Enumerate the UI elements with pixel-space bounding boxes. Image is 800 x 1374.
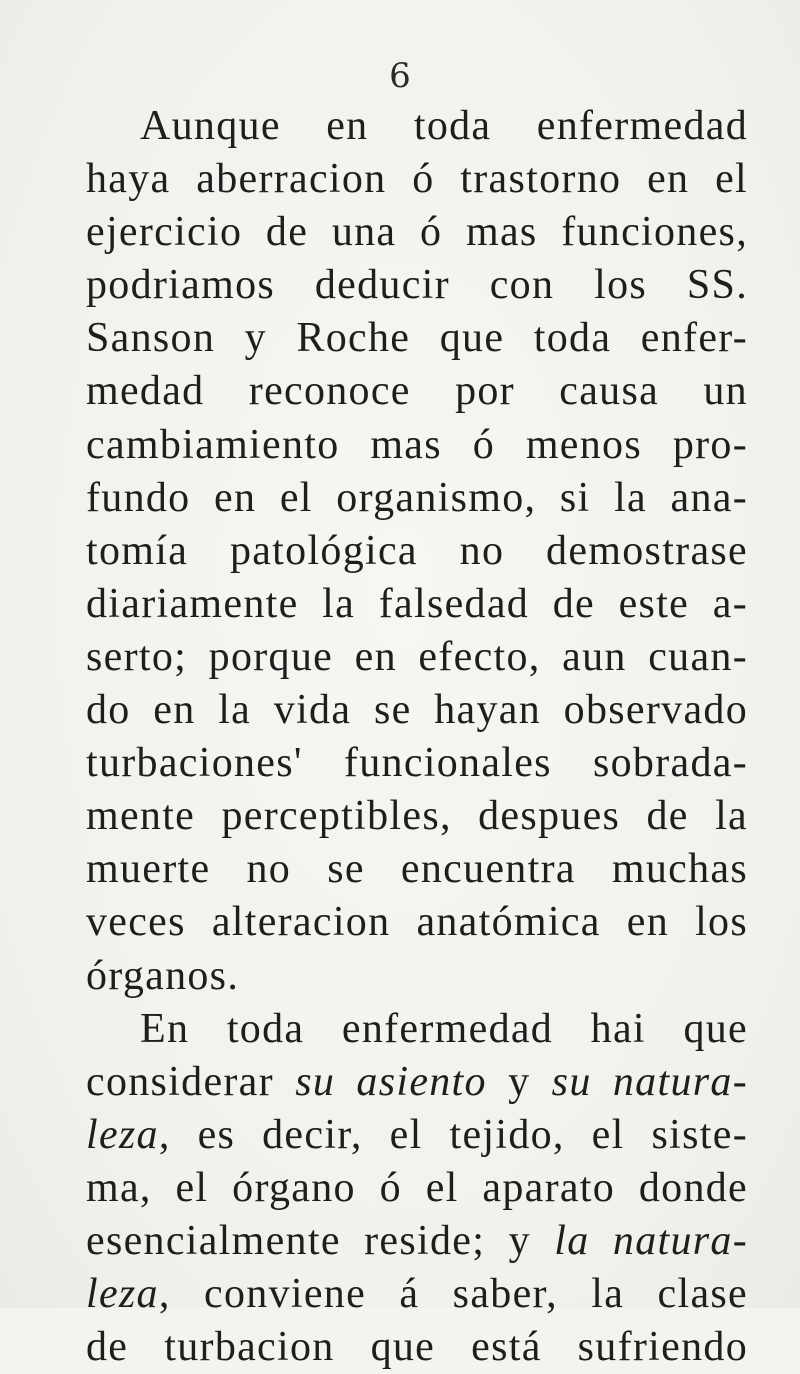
text-line	[86, 1003, 748, 1056]
text-run: Aunque en toda enfermedad	[140, 103, 748, 149]
italic-phrase: su asiento	[295, 1058, 487, 1105]
italic-phrase: la natura-	[554, 1217, 748, 1264]
text-run: mente perceptibles, despues de la	[86, 793, 748, 840]
text-line	[86, 153, 748, 206]
italic-phrase: leza	[86, 1271, 159, 1318]
text-run: Sanson y Roche que toda enfer-	[86, 315, 748, 362]
text-run: serto; porque en efecto, aun cuan-	[86, 633, 748, 680]
text-line	[86, 737, 748, 790]
italic-phrase: leza	[86, 1111, 159, 1158]
text-run: muerte no se encuentra muchas	[86, 846, 748, 893]
text-line	[86, 896, 748, 949]
text-line	[86, 365, 748, 418]
body-text	[86, 100, 748, 1374]
page-number: 6	[389, 56, 411, 96]
text-run: tomía patológica no demostrase	[86, 527, 748, 574]
text-run: turbaciones' funcionales sobrada-	[86, 740, 748, 787]
text-run: ejercicio de una ó mas funciones,	[86, 209, 748, 256]
italic-phrase: su natura-	[551, 1058, 748, 1105]
text-line	[86, 843, 748, 896]
text-line	[86, 631, 748, 684]
text-run: órganos.	[86, 952, 240, 999]
text-run: podriamos deducir con los SS.	[86, 262, 748, 309]
text-run: medad reconoce por causa un	[86, 368, 748, 415]
text-line	[86, 419, 748, 472]
text-line	[86, 790, 748, 843]
text-line	[86, 1215, 748, 1268]
text-line	[86, 259, 748, 312]
text-line	[86, 312, 748, 365]
text-run: haya aberracion ó trastorno en el	[86, 156, 748, 203]
text-line	[86, 950, 748, 1003]
text-run: veces alteracion anatómica en los	[86, 899, 748, 946]
text-line	[86, 684, 748, 737]
text-run: do en la vida se hayan observado	[86, 687, 748, 734]
text-run: , conviene á saber, la clase	[158, 1271, 748, 1318]
text-run: esencialmente reside; y	[86, 1217, 555, 1264]
text-run: En toda enfermedad hai que	[140, 1005, 748, 1052]
text-run: fundo en el organismo, si la ana-	[86, 474, 748, 521]
text-run: , es decir, el tejido, el siste-	[158, 1111, 748, 1158]
text-line	[86, 100, 748, 153]
text-run: diariamente la falsedad de este a-	[86, 580, 748, 627]
text-line	[86, 1268, 748, 1321]
text-line	[86, 1162, 748, 1215]
text-line	[86, 1056, 748, 1109]
text-run: considerar	[86, 1058, 296, 1105]
text-run: y	[486, 1058, 552, 1105]
text-line	[86, 472, 748, 525]
text-run: de turbacion que está sufriendo	[86, 1324, 748, 1371]
text-line	[86, 578, 748, 631]
text-run: ma, el órgano ó el aparato donde	[86, 1164, 748, 1211]
text-line	[86, 1321, 748, 1374]
text-line	[86, 206, 748, 259]
text-run: cambiamiento mas ó menos pro-	[86, 421, 748, 468]
text-line	[86, 525, 748, 578]
text-line	[86, 1109, 748, 1162]
